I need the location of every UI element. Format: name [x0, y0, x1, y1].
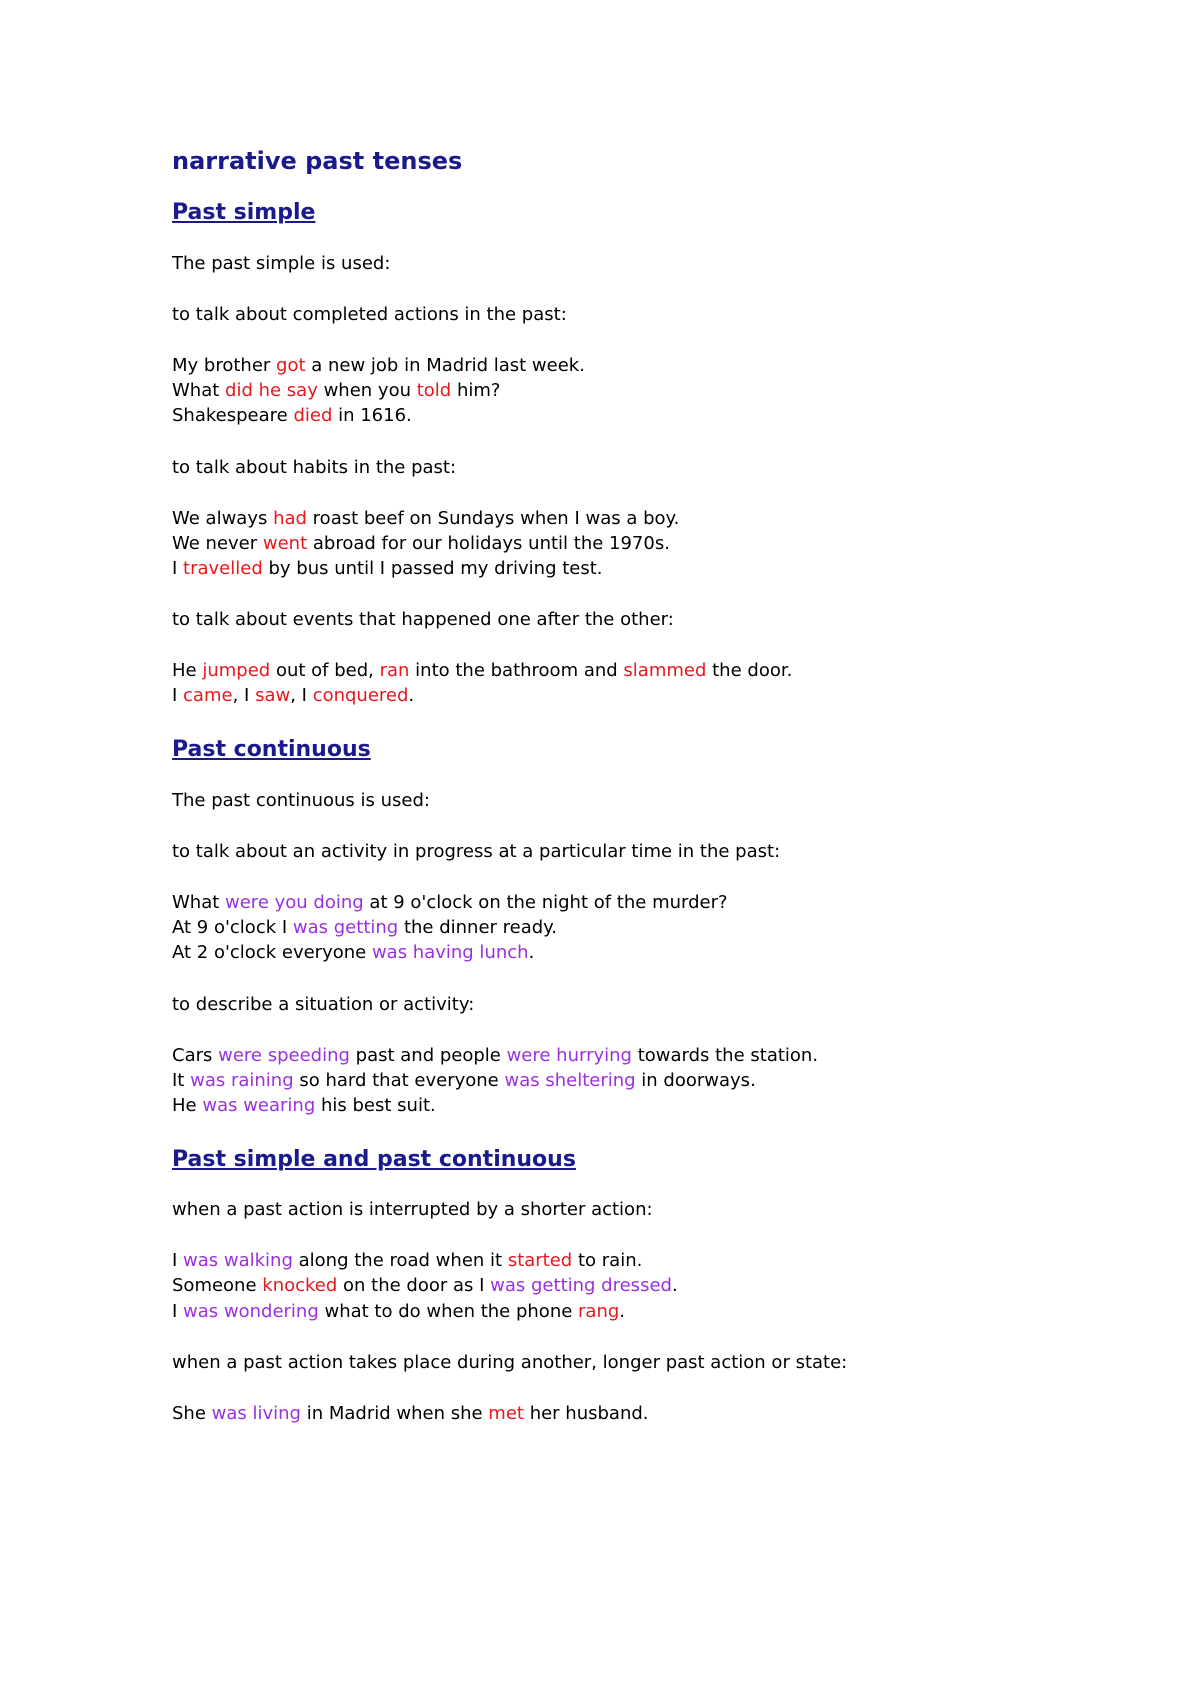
- past-continuous-use1-label: to talk about an activity in progress at a particular time in the past:: [172, 841, 781, 862]
- past-simple-intro: The past simple is used:: [172, 253, 391, 274]
- example-line: I came, I saw, I conquered.: [172, 685, 415, 706]
- example-line: We never went abroad for our holidays until the 1970s.: [172, 533, 670, 554]
- heading-past-simple-and-continuous: Past simple and past continuous: [172, 1147, 576, 1172]
- example-line: He was wearing his best suit.: [172, 1095, 436, 1116]
- example-line: Shakespeare died in 1616.: [172, 405, 412, 426]
- past-simple-use1-label: to talk about completed actions in the past:: [172, 304, 567, 325]
- past-simple-use3-label: to talk about events that happened one after the other:: [172, 609, 674, 630]
- example-line: It was raining so hard that everyone was sheltering in doorways.: [172, 1070, 756, 1091]
- page-title: narrative past tenses: [172, 147, 463, 175]
- example-line: He jumped out of bed, ran into the bathroom and slammed the door.: [172, 660, 793, 681]
- example-line: At 2 o'clock everyone was having lunch.: [172, 942, 535, 963]
- both-use2-label: when a past action takes place during another, longer past action or state:: [172, 1352, 848, 1373]
- example-line: I travelled by bus until I passed my driving test.: [172, 558, 603, 579]
- past-continuous-use2-label: to describe a situation or activity:: [172, 994, 475, 1015]
- example-line: Cars were speeding past and people were hurrying towards the station.: [172, 1045, 819, 1066]
- past-continuous-intro: The past continuous is used:: [172, 790, 430, 811]
- example-line: She was living in Madrid when she met her husband.: [172, 1403, 649, 1424]
- example-line: We always had roast beef on Sundays when I was a boy.: [172, 508, 680, 529]
- example-line: At 9 o'clock I was getting the dinner ready.: [172, 917, 557, 938]
- example-line: Someone knocked on the door as I was getting dressed.: [172, 1275, 678, 1296]
- heading-past-continuous: Past continuous: [172, 737, 371, 762]
- heading-past-simple: Past simple: [172, 200, 316, 225]
- example-line: What did he say when you told him?: [172, 380, 501, 401]
- example-line: I was wondering what to do when the phone rang.: [172, 1301, 626, 1322]
- example-line: My brother got a new job in Madrid last week.: [172, 355, 585, 376]
- past-simple-use2-label: to talk about habits in the past:: [172, 457, 457, 478]
- both-use1-label: when a past action is interrupted by a shorter action:: [172, 1199, 653, 1220]
- example-line: I was walking along the road when it started to rain.: [172, 1250, 643, 1271]
- example-line: What were you doing at 9 o'clock on the night of the murder?: [172, 892, 728, 913]
